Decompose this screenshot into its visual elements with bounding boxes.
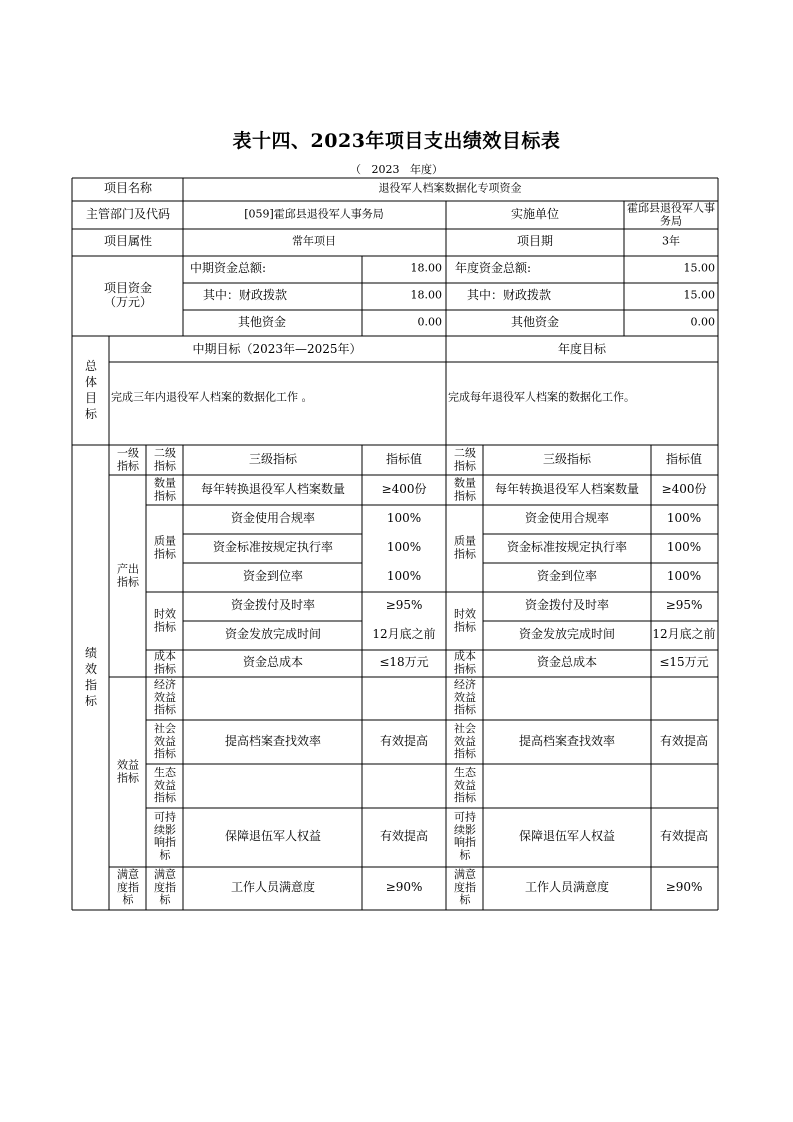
- indicators-label: 绩效指标: [84, 646, 97, 708]
- indicator-value-year: ≥90%: [665, 880, 703, 895]
- header-level3-mid: 三级指标: [248, 452, 298, 467]
- group-output: 产出指标: [117, 562, 139, 588]
- subtitle-suffix: 年度）: [410, 163, 443, 176]
- indicator-value-mid: ≥90%: [385, 880, 423, 895]
- sub-sustainable-mid: 可持续影响指标: [154, 810, 176, 862]
- indicator-value-mid: 有效提高: [379, 829, 429, 844]
- indicator-name-mid: 每年转换退役军人档案数量: [200, 482, 346, 497]
- indicator-name-mid: 资金拨付及时率: [230, 598, 316, 613]
- mid-total-label: 中期资金总额:: [190, 261, 267, 276]
- indicator-name-mid: 资金发放完成时间: [224, 627, 322, 642]
- indicator-value-mid: 100%: [386, 569, 422, 584]
- indicator-name-year: 保障退伍军人权益: [518, 829, 616, 844]
- sub-cost-mid: 成本指标: [154, 649, 176, 675]
- sub-quantity-mid: 数量指标: [154, 476, 176, 502]
- sub-timeliness-year: 时效指标: [454, 607, 476, 633]
- header-level2-mid: 二级指标: [154, 446, 176, 472]
- year-fiscal-label: 其中：财政拨款: [467, 288, 552, 303]
- header-value-year: 指标值: [665, 452, 703, 467]
- indicator-value-mid: ≥400份: [381, 482, 427, 497]
- sub-quantity-year: 数量指标: [454, 476, 476, 502]
- project-name-label: 项目名称: [103, 181, 153, 196]
- indicator-value-mid: 12月底之前: [372, 627, 436, 642]
- sub-ecological-mid: 生态效益指标: [154, 766, 176, 805]
- sub-social-mid: 社会效益指标: [154, 722, 176, 761]
- year-goal-text: 完成每年退役军人档案的数据化工作。: [448, 390, 635, 404]
- year-total-value: 15.00: [683, 261, 715, 275]
- sub-cost-year: 成本指标: [454, 649, 476, 675]
- year-other-value: 0.00: [690, 315, 715, 329]
- impl-value: 霍邱县退役军人事务局: [627, 201, 715, 227]
- indicator-value-mid: 有效提高: [379, 734, 429, 749]
- header-value-mid: 指标值: [385, 452, 423, 467]
- funds-label: 项目资金（万元）: [103, 281, 152, 309]
- sub-quality-mid: 质量指标: [154, 534, 176, 560]
- mid-other-value: 0.00: [417, 315, 442, 329]
- indicator-value-mid: ≥95%: [385, 598, 423, 613]
- mid-fiscal-value: 18.00: [410, 288, 442, 302]
- indicator-value-year: ≥400份: [661, 482, 707, 497]
- indicator-name-mid: 资金使用合规率: [230, 511, 316, 526]
- sub-timeliness-mid: 时效指标: [154, 607, 176, 633]
- indicator-name-mid: 提高档案查找效率: [224, 734, 322, 749]
- indicator-name-year: 资金标准按规定执行率: [506, 540, 628, 555]
- indicator-name-mid: 资金到位率: [242, 569, 304, 584]
- dept-label: 主管部门及代码: [85, 207, 171, 222]
- impl-label: 实施单位: [510, 207, 560, 222]
- sub-satisfaction-year: 满意度指标: [454, 868, 476, 907]
- indicator-value-mid: 100%: [386, 511, 422, 526]
- indicator-name-mid: 资金标准按规定执行率: [212, 540, 334, 555]
- page-title: 表十四、2023年项目支出绩效目标表: [232, 130, 561, 152]
- indicator-value-year: 100%: [666, 511, 702, 526]
- indicator-value-year: 100%: [666, 540, 702, 555]
- indicator-name-mid: 工作人员满意度: [230, 880, 316, 895]
- indicator-name-year: 提高档案查找效率: [518, 734, 616, 749]
- sub-economic-mid: 经济效益指标: [154, 678, 176, 717]
- dept-value: [059]霍邱县退役军人事务局: [244, 207, 384, 221]
- year-goal-header: 年度目标: [557, 342, 607, 357]
- period-value: 3年: [662, 234, 680, 248]
- indicator-name-year: 资金发放完成时间: [518, 627, 616, 642]
- indicator-name-year: 资金拨付及时率: [524, 598, 610, 613]
- mid-other-label: 其他资金: [237, 315, 287, 330]
- indicator-value-mid: ≤18万元: [379, 655, 429, 670]
- indicator-name-year: 每年转换退役军人档案数量: [494, 482, 640, 497]
- goals-label: 总体目标: [84, 359, 97, 421]
- indicator-name-year: 工作人员满意度: [524, 880, 610, 895]
- mid-fiscal-label: 其中：财政拨款: [203, 288, 288, 303]
- indicator-value-year: ≤15万元: [659, 655, 709, 670]
- sub-ecological-year: 生态效益指标: [454, 766, 476, 805]
- sub-economic-year: 经济效益指标: [454, 678, 476, 717]
- sub-satisfaction-mid: 满意度指标: [154, 868, 176, 907]
- subtitle-open: （: [350, 163, 361, 176]
- indicator-name-mid: 保障退伍军人权益: [224, 829, 322, 844]
- subtitle-year: 2023: [371, 163, 400, 176]
- mid-goal-header: 中期目标（2023年—2025年）: [192, 342, 362, 357]
- group-benefit: 效益指标: [117, 758, 139, 784]
- period-label: 项目期: [516, 234, 554, 249]
- indicator-value-year: 有效提高: [659, 829, 709, 844]
- indicator-value-mid: 100%: [386, 540, 422, 555]
- header-level1: 一级指标: [117, 446, 139, 472]
- attr-value: 常年项目: [292, 234, 336, 248]
- sub-sustainable-year: 可持续影响指标: [454, 810, 476, 862]
- indicator-name-year: 资金到位率: [536, 569, 598, 584]
- year-other-label: 其他资金: [510, 315, 560, 330]
- indicator-name-year: 资金总成本: [536, 655, 598, 670]
- attr-label: 项目属性: [103, 234, 153, 249]
- sub-social-year: 社会效益指标: [454, 722, 476, 761]
- indicator-name-mid: 资金总成本: [242, 655, 304, 670]
- sub-quality-year: 质量指标: [454, 534, 476, 560]
- header-level3-year: 三级指标: [542, 452, 592, 467]
- indicator-name-year: 资金使用合规率: [524, 511, 610, 526]
- year-total-label: 年度资金总额:: [455, 261, 532, 276]
- indicator-value-year: 100%: [666, 569, 702, 584]
- group-satisfaction: 满意度指标: [117, 868, 139, 907]
- indicator-value-year: 12月底之前: [652, 627, 716, 642]
- year-fiscal-value: 15.00: [683, 288, 715, 302]
- project-name-value: 退役军人档案数据化专项资金: [378, 181, 522, 195]
- header-level2-year: 二级指标: [454, 446, 476, 472]
- indicator-value-year: ≥95%: [665, 598, 703, 613]
- indicator-value-year: 有效提高: [659, 734, 709, 749]
- mid-goal-text: 完成三年内退役军人档案的数据化工作 。: [111, 390, 313, 404]
- mid-total-value: 18.00: [410, 261, 442, 275]
